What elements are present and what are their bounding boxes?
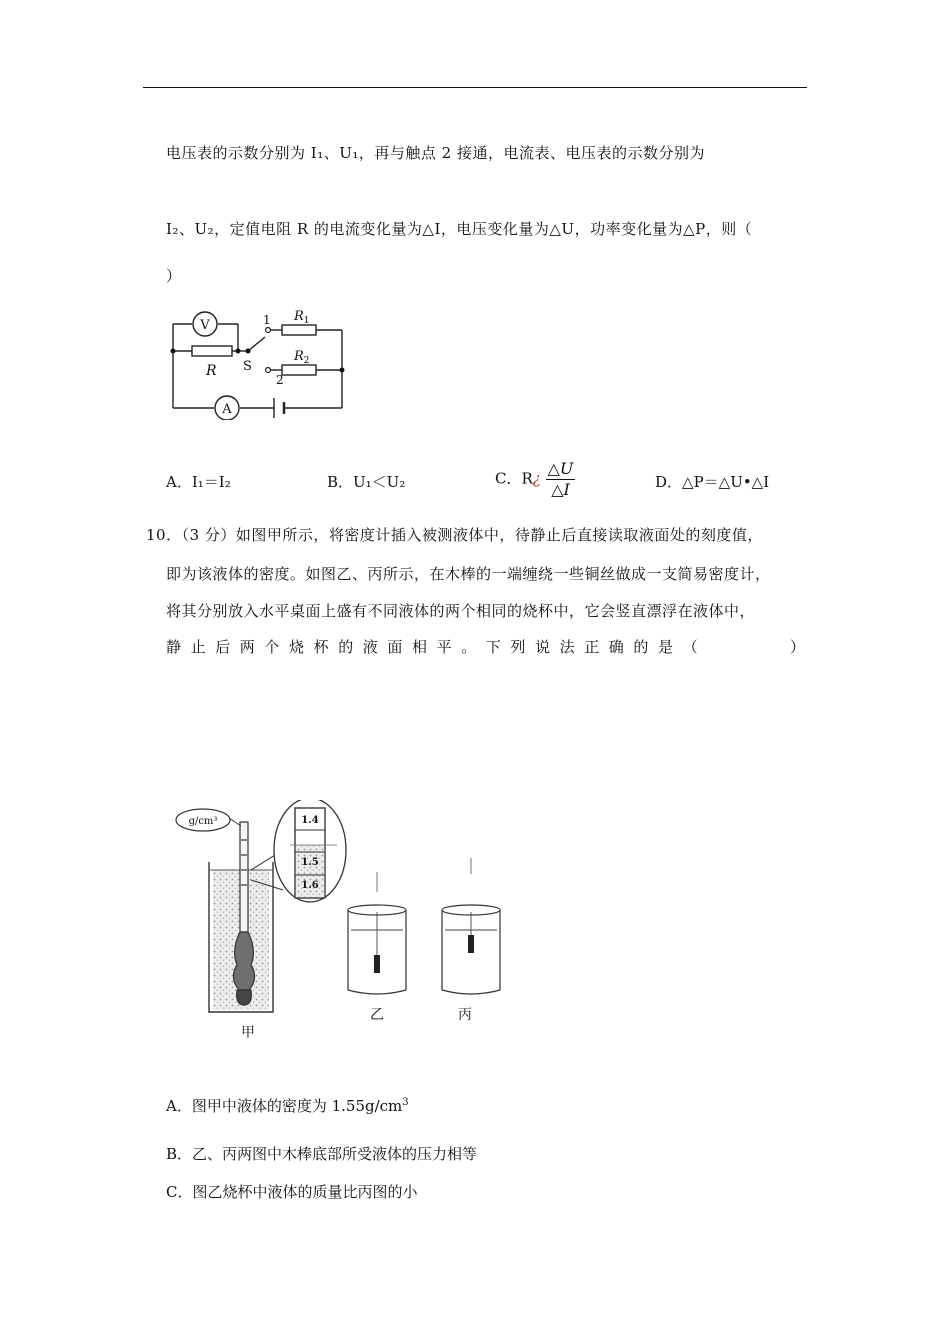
q9-text-line-1: 电压表的示数分别为 I₁、U₁，再与触点 2 接通，电流表、电压表的示数分别为 — [166, 144, 705, 162]
hydrometer-figure — [165, 800, 525, 1045]
contact-2-label: 2 — [276, 373, 284, 387]
q10-text-line-4-end: ） — [790, 638, 806, 656]
r2-label: $R_2$ — [294, 349, 310, 366]
question-score: （3 分） — [181, 526, 236, 544]
unit-bubble — [176, 809, 241, 831]
q10-option-a[interactable]: A．图甲中液体的密度为 $1.55g/cm^3$ — [166, 1097, 409, 1115]
q9-text-line-2: I₂、U₂，定值电阻 R 的电流变化量为△I，电压变化量为△U，功率变化量为△P，则（ — [166, 220, 753, 238]
q9-option-a[interactable]: A．I₁＝I₂ — [166, 473, 231, 491]
label-yi: 乙 — [370, 1007, 384, 1023]
label-bing: 丙 — [458, 1007, 472, 1023]
beaker-yi — [348, 872, 406, 994]
question-number: 10． — [146, 526, 182, 544]
ammeter-icon — [215, 396, 239, 420]
scale-tick-1-6: 1.6 — [301, 880, 319, 891]
q10-text-line-2: 即为该液体的密度。如图乙、丙所示，在木棒的一端缠绕一些铜丝做成一支简易密度计， — [166, 565, 771, 583]
q10-option-b[interactable]: B．乙、丙两图中木棒底部所受液体的压力相等 — [166, 1145, 478, 1163]
voltmeter-icon — [193, 312, 217, 336]
q10-option-c[interactable]: C．图乙烧杯中液体的质量比丙图的小 — [166, 1183, 418, 1201]
q9-text-line-3: ） — [166, 267, 182, 285]
fraction-delta-u-over-delta-i: $\frac{\triangle U}{\triangle I}$ — [547, 459, 574, 499]
q10-text-line-3: 将其分别放入水平桌面上盛有不同液体的两个相同的烧杯中，它会竖直漂浮在液体中， — [166, 602, 756, 620]
label-jia: 甲 — [241, 1025, 255, 1041]
q10-text-line-4: 静止后两个烧杯的液面相平。下列说法正确的是（ — [166, 638, 708, 656]
scale-tick-1-5: 1.5 — [301, 857, 319, 868]
contact-1-label: 1 — [263, 313, 271, 327]
r1-label: $R_1$ — [294, 309, 310, 326]
q9-option-c[interactable]: C．R¿ $\frac{\triangle U}{\triangle I}$ — [495, 459, 574, 499]
q10-text-line-1: 10．（3 分）如图甲所示，将密度计插入被测液体中，待静止后直接读取液面处的刻度值， — [146, 526, 763, 544]
svg-text:g/cm³: g/cm³ — [188, 816, 218, 827]
switch-label: S — [243, 359, 252, 374]
q9-option-d[interactable]: D．△P＝△U•△I — [655, 473, 770, 491]
svg-text:V: V — [200, 318, 210, 333]
q9-option-b[interactable]: B．U₁＜U₂ — [327, 473, 406, 491]
svg-text:A: A — [222, 402, 232, 417]
header-rule — [143, 87, 807, 88]
scale-tick-1-4: 1.4 — [301, 815, 319, 826]
resistor-r-label: R — [206, 363, 217, 379]
beaker-bing — [442, 858, 500, 994]
circuit-diagram — [160, 300, 360, 420]
